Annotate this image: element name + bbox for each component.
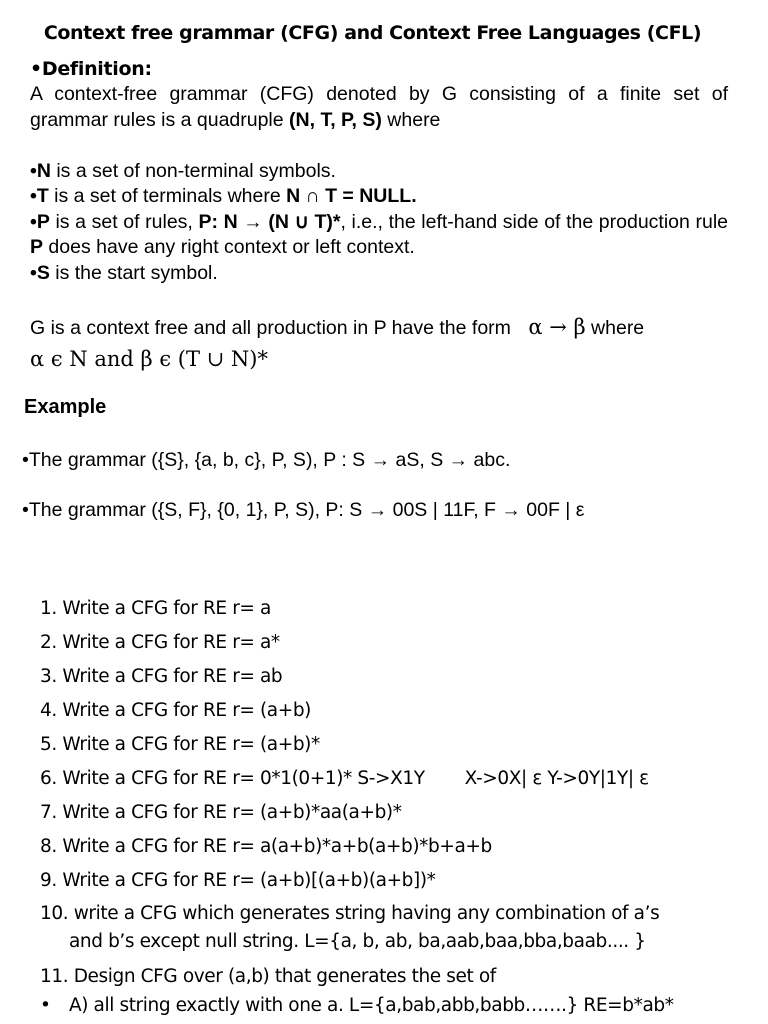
p-description-end: does have any right context or left context. bbox=[43, 236, 415, 258]
exercise-item: 4. Write a CFG for RE r= (a+b) bbox=[40, 700, 311, 721]
exercise-11a-text: A) all string exactly with one a. L={a,bab,abb,babb…….} RE=b*ab* bbox=[69, 995, 674, 1016]
exercise-item bbox=[40, 764, 760, 798]
p-description-cont: , i.e., the left-hand side of the production rule bbox=[340, 210, 729, 233]
exercise-10-line1: 10. write a CFG which generates string having any combination of a’s bbox=[40, 903, 660, 924]
exercise-6-text: 6. Write a CFG for RE r= 0*1(0+1)* S->X1Y bbox=[40, 768, 425, 789]
exercise-item: 11. Design CFG over (a,b) that generates the set of bbox=[40, 966, 496, 987]
page-title: Context free grammar (CFG) and Context Free Languages (CFL) bbox=[43, 22, 702, 44]
form-formula: α → β bbox=[528, 315, 586, 339]
s-symbol: S bbox=[36, 261, 50, 284]
definition-intro: A context-free grammar (CFG) denoted by G consisting of a finite set of grammar rules is a quadruple bbox=[30, 83, 728, 131]
exercise-item: 2. Write a CFG for RE r= a* bbox=[40, 632, 280, 653]
exercise-item: 9. Write a CFG for RE r= (a+b)[(a+b)(a+b])* bbox=[40, 870, 436, 891]
s-bullet: • bbox=[30, 261, 37, 284]
p-symbol: P bbox=[36, 210, 50, 233]
exercise-item bbox=[40, 900, 760, 962]
definition-heading: •Definition: bbox=[30, 58, 152, 80]
n-description: is a set of non-terminal symbols. bbox=[50, 159, 336, 182]
p-description: is a set of rules, bbox=[49, 210, 199, 233]
exercise-10-line2: and b’s except null string. L={a, b, ab, ba,aab,baa,bba,baab.... } bbox=[69, 931, 646, 952]
n-symbol: N bbox=[36, 159, 51, 182]
form-paragraph bbox=[30, 315, 728, 376]
s-description: is the start symbol. bbox=[49, 261, 218, 284]
exercise-list bbox=[40, 594, 760, 996]
p-rule: P: N → (N ∪ T)* bbox=[198, 210, 341, 233]
t-bullet: • bbox=[30, 185, 37, 207]
t-symbol: T bbox=[36, 185, 49, 207]
n-bullet: • bbox=[30, 159, 37, 182]
p-bullet: • bbox=[30, 210, 37, 233]
exercise-6-hint: X->0X| ε Y->0Y|1Y| ε bbox=[464, 768, 649, 789]
p-symbol-inline: P bbox=[30, 236, 44, 258]
exercise-item: 7. Write a CFG for RE r= (a+b)*aa(a+b)* bbox=[40, 802, 402, 823]
bullet-dot: • bbox=[40, 995, 51, 1016]
example-1: •The grammar ({S}, {a, b, c}, P, S), P : S → aS, S → abc. bbox=[22, 449, 511, 471]
example-heading: Example bbox=[24, 396, 107, 418]
t-description: is a set of terminals where bbox=[48, 185, 287, 207]
form-where: where bbox=[585, 317, 645, 339]
exercise-11a bbox=[40, 995, 674, 1016]
quadruple-text: (N, T, P, S) bbox=[289, 108, 382, 131]
form-condition: α ϵ N and β ϵ (T ∪ N)* bbox=[30, 346, 268, 371]
form-text: G is a context free and all production in P have the form bbox=[30, 317, 517, 339]
exercise-item: 3. Write a CFG for RE r= ab bbox=[40, 666, 283, 687]
t-condition: N ∩ T = NULL. bbox=[286, 185, 417, 207]
exercise-item: 5. Write a CFG for RE r= (a+b)* bbox=[40, 734, 320, 755]
definition-intro-end: where bbox=[381, 108, 441, 131]
exercise-item: 8. Write a CFG for RE r= a(a+b)*a+b(a+b)*b+a+b bbox=[40, 836, 492, 857]
definition-paragraph bbox=[30, 82, 728, 286]
example-2: •The grammar ({S, F}, {0, 1}, P, S), P: S → 00S | 11F, F → 00F | ε bbox=[22, 499, 585, 521]
exercise-item: 1. Write a CFG for RE r= a bbox=[40, 598, 271, 619]
